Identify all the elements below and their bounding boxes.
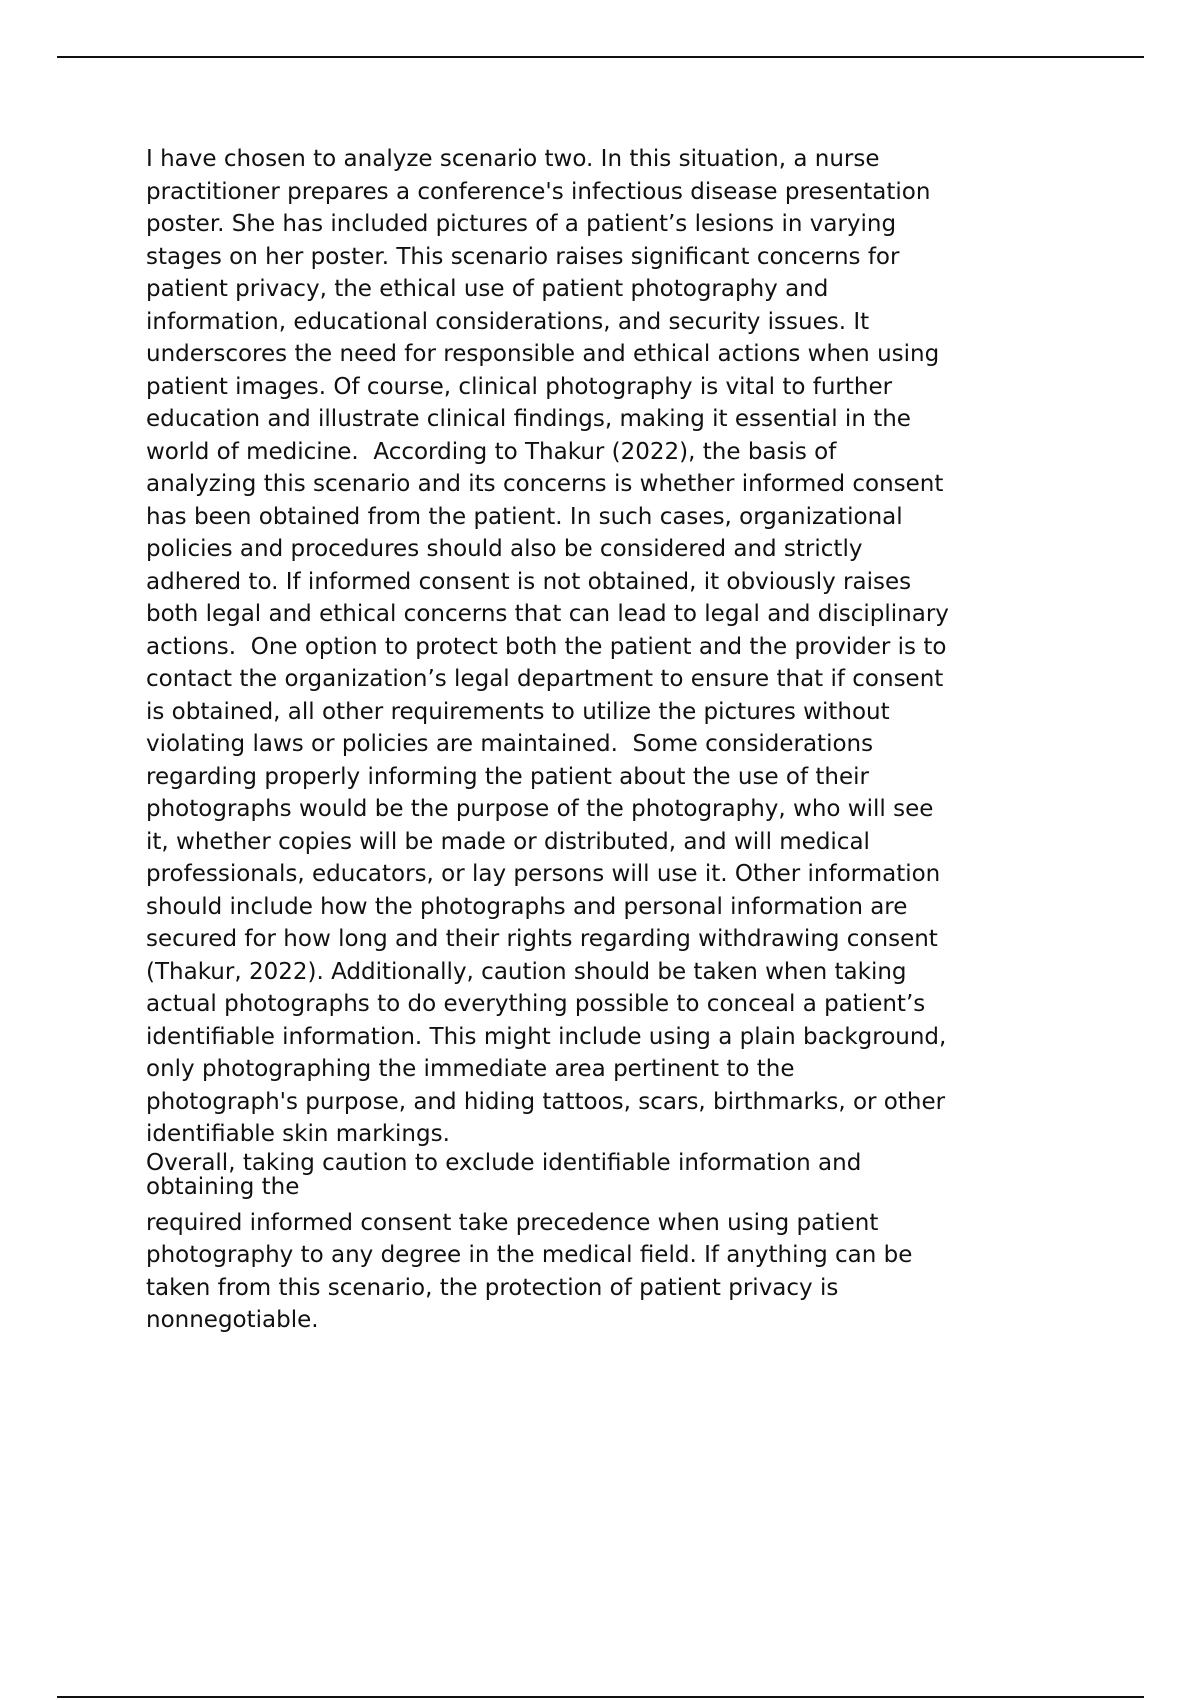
text-line: practitioner prepares a conference's infectious disease presentation (146, 178, 931, 205)
text-line: required informed consent take precedence when using patient (146, 1209, 879, 1236)
text-line: regarding properly informing the patient about the use of their (146, 763, 869, 790)
text-line: it, whether copies will be made or distributed, and will medical (146, 828, 870, 855)
text-line: actual photographs to do everything possible to conceal a patient’s (146, 991, 926, 1017)
text-line: poster. She has included pictures of a patient’s lesions in varying (146, 211, 897, 237)
text-line: (Thakur, 2022). Additionally, caution should be taken when taking (146, 958, 907, 985)
text-line: obtaining the (146, 1173, 300, 1200)
text-line: taken from this scenario, the protection of patient privacy is (146, 1274, 839, 1301)
text-line: information, educational considerations, and security issues. It (146, 308, 870, 335)
text-line: actions. One option to protect both the patient and the provider is to (146, 633, 947, 660)
text-line: photograph's purpose, and hiding tattoos, scars, birthmarks, or other (146, 1088, 946, 1115)
text-line: is obtained, all other requirements to utilize the pictures without (146, 698, 890, 725)
text-line: professionals, educators, or lay persons will use it. Other information (146, 861, 941, 887)
text-line: violating laws or policies are maintained. Some considerations (146, 731, 874, 757)
text-line: stages on her poster. This scenario raises significant concerns for (146, 243, 900, 270)
text-line: both legal and ethical concerns that can lead to legal and disciplinary (146, 601, 949, 627)
footer-rule (57, 1696, 1144, 1698)
text-line: world of medicine. According to Thakur (2022), the basis of (146, 438, 837, 465)
text-line: should include how the photographs and personal information are (146, 893, 908, 920)
text-line: photographs would be the purpose of the photography, who will see (146, 796, 934, 822)
text-line: identifiable information. This might include using a plain background, (146, 1023, 947, 1050)
text-line: contact the organization’s legal department to ensure that if consent (146, 666, 944, 692)
text-line: patient images. Of course, clinical photography is vital to further (146, 373, 893, 400)
text-line: education and illustrate clinical findings, making it essential in the (146, 406, 911, 432)
text-line: policies and procedures should also be considered and strictly (146, 536, 863, 562)
header-rule (57, 56, 1144, 58)
text-line: identifiable skin markings. (146, 1121, 450, 1147)
text-line: patient privacy, the ethical use of patient photography and (146, 276, 829, 302)
text-line: photography to any degree in the medical field. If anything can be (146, 1242, 913, 1268)
paragraph-2 (146, 1151, 1106, 1337)
text-line: Overall, taking caution to exclude identifiable information and (146, 1149, 862, 1176)
text-line: I have chosen to analyze scenario two. In this situation, a nurse (146, 146, 880, 172)
document-body (146, 143, 1106, 1337)
text-line: nonnegotiable. (146, 1307, 319, 1333)
paragraph-1 (146, 143, 1106, 1151)
text-line: has been obtained from the patient. In such cases, organizational (146, 503, 903, 530)
text-line: adhered to. If informed consent is not obtained, it obviously raises (146, 568, 912, 595)
text-line: only photographing the immediate area pertinent to the (146, 1056, 795, 1082)
text-line: secured for how long and their rights regarding withdrawing consent (146, 926, 938, 952)
text-line: underscores the need for responsible and ethical actions when using (146, 341, 940, 367)
text-line: analyzing this scenario and its concerns is whether informed consent (146, 471, 944, 497)
